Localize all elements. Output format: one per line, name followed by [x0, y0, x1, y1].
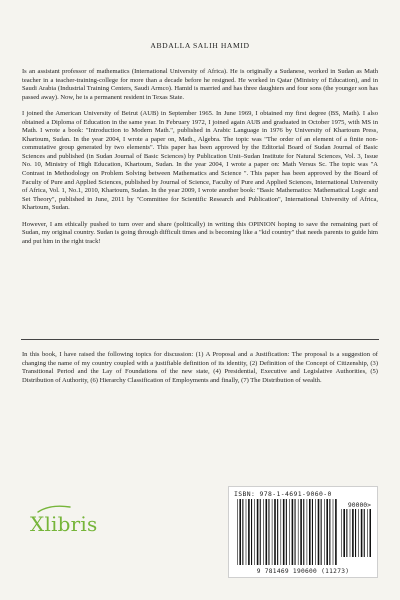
barcode-digits: 9 781469 190600 (11273) [256, 568, 350, 575]
book-summary: In this book, I have raised the following topics for discussion: (1) A Proposal and a Justification: The proposal is a suggestion of changing the name of my country coupled with a justifiable definition of its identity, (2) Definition of the Concept of Citizenship, (3) Transitional Period and the Lay of Foundations of the new state, (4) Presidential, Executive and Legislative Authorities, (5) Distribution of Authority, (6) Hierarchy Classification of Employments and finally, (7) The Distribution of wealth. [22, 351, 378, 384]
bio-paragraph: I joined the American University of Beirut (AUB) in September 1965. In June 1969, I obtained my first degree (BS, Math). I also obtained a Diploma of Education in the same year. In February 1972, I joined again AUB and graduated in October 1975, with MS in Math. I wrote a book: "Introduction to Modern Math.", published in Arabic Language in 1976 by University of Khartoum Press, Khartoum, Sudan. In the year 2004, I wrote a paper on, Math., Algebra. The topic was "The order of an element of a finite non- commutative group generated by two elements". This paper has been approved by the Editorial Board of Sudan Journal of Basic Sciences and published (in Sudan Journal of Basic Sciences) by Publication Unit–Sudan Institute for Natural Sciences, Vol. 3, Issue No. 10, Ministry of High Education, Khartoum, Sudan. In the year 2004, I wrote a paper on: Math Versus Sc. The topic was "A Contrast in Methodology on Problem Solving between Mathematics and Science ". This paper has been approved by the Board of Faculty of Pure and Applied Sciences, published by Journal of Science, Faculty of Pure and Applied Sciences, International University of Africa, Vol. 1, No.1, 2010, Khartoum, Sudan. In the year 2009, I wrote another book: "Basic Mathematics: Mathematical Logic and Set Theory", published in June, 2011 by "Committee for Scientific Research and Publication", International University of Africa, Khartoum, Sudan. [22, 110, 378, 212]
price-code: 90000> [347, 501, 371, 509]
bio-paragraph: Is an assistant professor of mathematics (International University of Africa). He is originally a Sudanese, worked in Sudan as Math teacher in a teacher-training-college for more than a decade before he resigned. He worked in Qatar (Ministry of Education), and in Saudi Arabia (Industrial Training Centers, Saudi Armco). Hamid is married and has three daughters and four sons (the younger son has passed away). Now, he is a permanent resident in Texas State. [22, 68, 378, 101]
isbn-label: ISBN: 978-1-4691-9060-0 [234, 490, 332, 498]
bio-paragraph: However, I am ethically pushed to turn over and share (politically) in writing this OPINION hoping to save the remaining part of Sudan, my original country. Sudan is going through difficult times and is becoming like a "kid country" that needs parents to guide him and put him in the right track! [22, 220, 378, 245]
section-divider [21, 339, 379, 340]
barcode-addon-bars [341, 509, 371, 557]
barcode [228, 486, 378, 578]
author-bio [22, 68, 378, 254]
publisher-logo: Xlibris [30, 512, 98, 536]
author-name: ABDALLA SALIH HAMID [150, 41, 250, 50]
barcode-bars [237, 499, 337, 565]
